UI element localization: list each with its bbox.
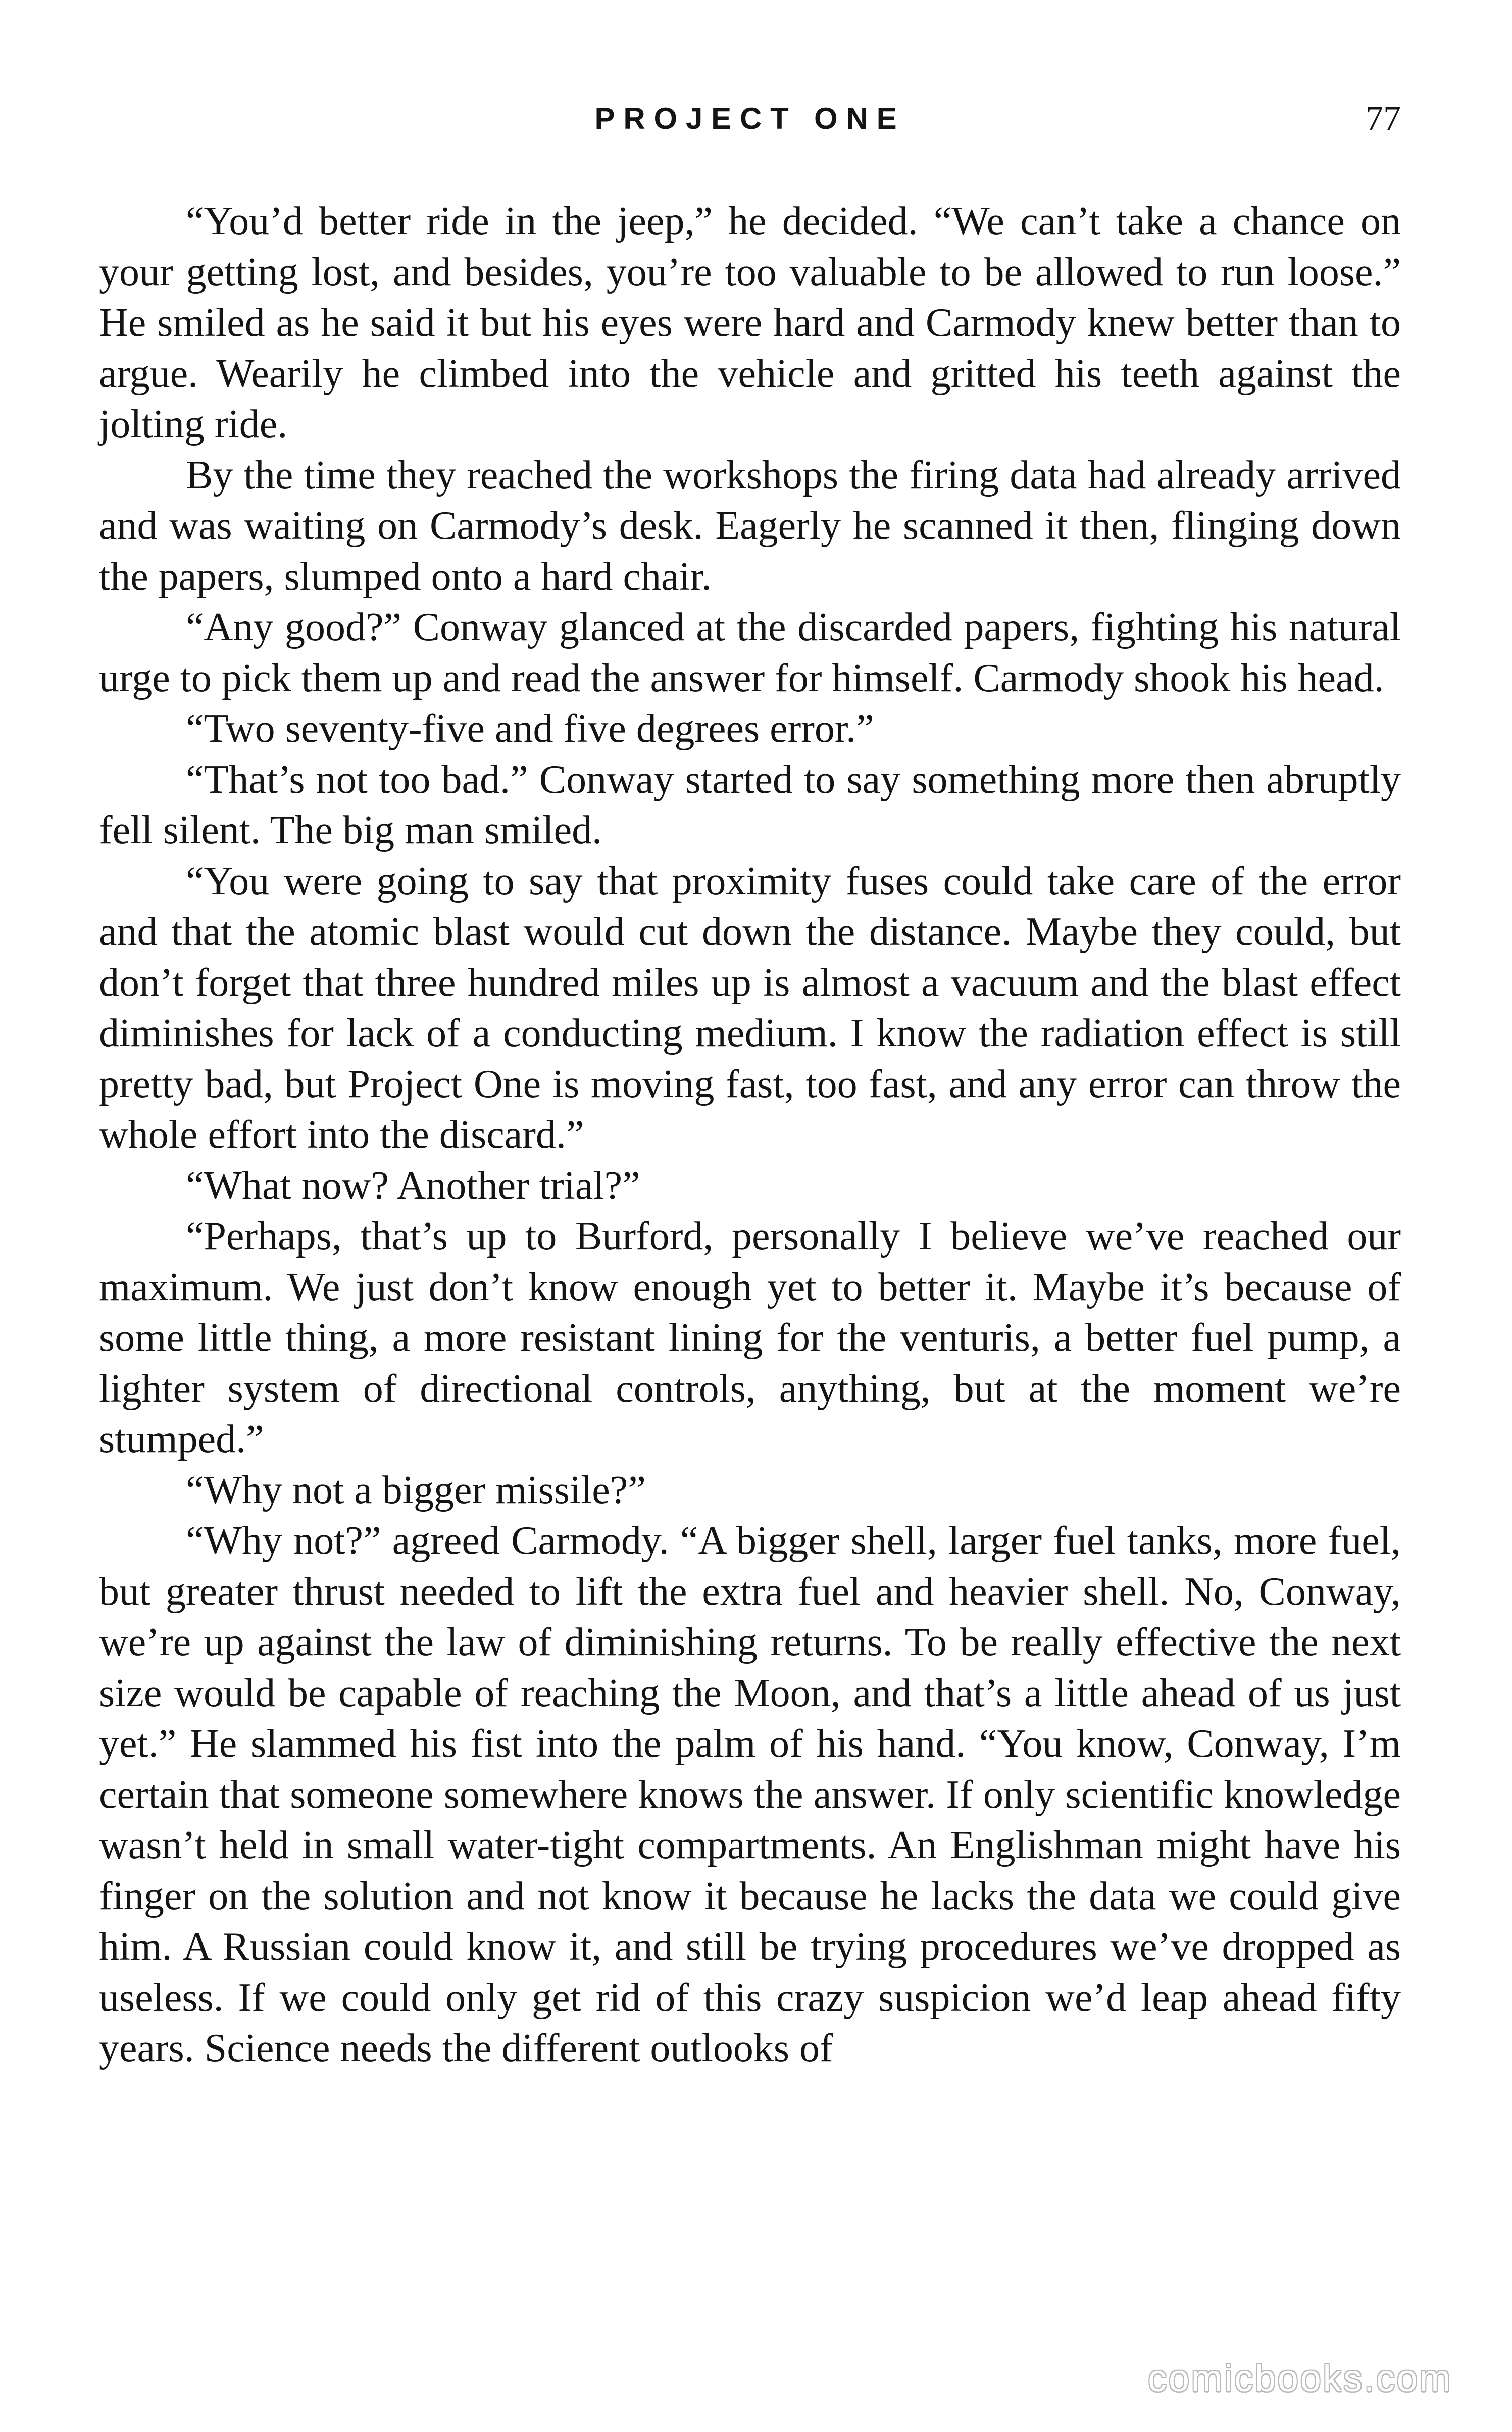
running-header bbox=[99, 91, 1401, 146]
paragraph: “Why not?” agreed Carmody. “A bigger shell, larger fuel tanks, more fuel, but greater thrust needed to lift the extra fuel and heavier shell. No, Conway, we’re up against the law of diminishing returns. To be really effective the next size would be capable of reaching the Moon, and that’s a little ahead of us just yet.” He slammed his fist into the palm of his hand. “You know, Conway, I’m certain that someone somewhere knows the answer. If only scientific knowledge wasn’t held in small water-tight compartments. An Englishman might have his finger on the solution and not know it because he lacks the data we could give him. A Russian could know it, and still be trying procedures we’ve dropped as useless. If we could only get rid of this crazy suspicion we’d leap ahead fifty years. Science needs the different outlooks of bbox=[99, 1518, 1401, 2070]
chapter-title: PROJECT ONE bbox=[594, 102, 905, 135]
paragraph: “What now? Another trial?” bbox=[186, 1163, 640, 1208]
watermark: comicbooks.com bbox=[1148, 2357, 1452, 2399]
paragraph: “You were going to say that proximity fuses could take care of the error and that the atomic blast would cut down the distance. Maybe they could, but don’t forget that three hundred miles up is almost a vacuum and the blast effect diminishes for lack of a conducting medium. I know the radiation effect is still pretty bad, but Project One is moving fast, too fast, and any error can throw the whole effort into the discard.” bbox=[99, 858, 1401, 1157]
paragraph: “Two seventy-five and five degrees error.” bbox=[186, 706, 874, 751]
paragraph: “Why not a bigger missile?” bbox=[186, 1467, 646, 1512]
paragraph: “That’s not too bad.” Conway started to say something more then abruptly fell silent. The big man smiled. bbox=[99, 757, 1401, 852]
page-number: 77 bbox=[1366, 99, 1401, 138]
paragraph: “Perhaps, that’s up to Burford, personally I believe we’ve reached our maximum. We just don’t know enough yet to better it. Maybe it’s because of some little thing, a more resistant lining for the venturis, a better fuel pump, a lighter system of directional controls, anything, but at the moment we’re stumped.” bbox=[99, 1214, 1401, 1461]
paragraph: “You’d better ride in the jeep,” he decided. “We can’t take a chance on your getting lost, and besides, you’re too valuable to be allowed to run loose.” He smiled as he said it but his eyes were hard and Carmody knew better than to argue. Wearily he climbed into the vehicle and gritted his teeth against the jolting ride. bbox=[99, 199, 1401, 446]
text-body bbox=[99, 196, 1401, 2074]
paragraph: By the time they reached the workshops the firing data had already arrived and was waiting on Carmody’s desk. Eagerly he scanned it then, flinging down the papers, slumped onto a hard chair. bbox=[99, 452, 1401, 599]
paragraph: “Any good?” Conway glanced at the discarded papers, fighting his natural urge to pick them up and read the answer for himself. Carmody shook his head. bbox=[99, 605, 1401, 700]
